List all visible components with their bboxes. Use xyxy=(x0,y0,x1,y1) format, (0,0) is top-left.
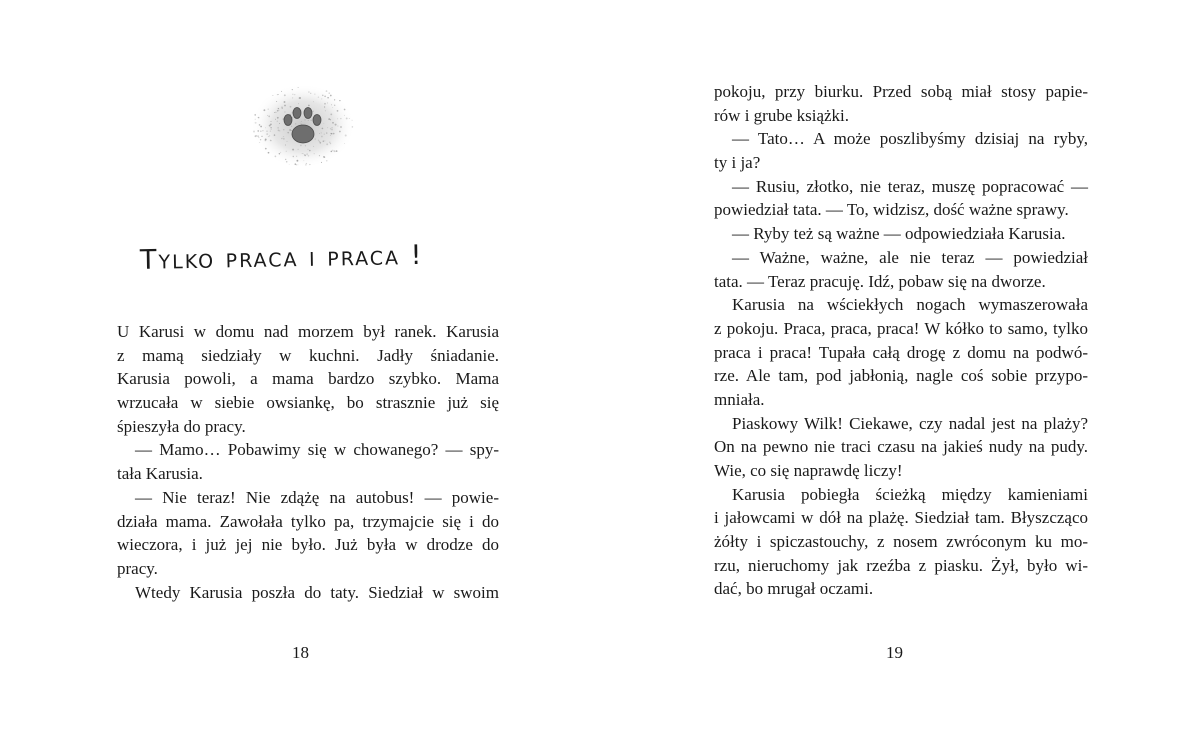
text-line: U Karusi w domu nad morzem był ranek. Karusia xyxy=(117,322,499,341)
text-line: dać, bo mrugał oczami. xyxy=(714,579,874,599)
text-line: działa mama. Zawołała tylko pa, trzymajcie się i do xyxy=(117,511,499,531)
page-number: 18 xyxy=(292,643,309,662)
chapter-title: Tylko praca i praca ! xyxy=(139,239,424,276)
text-line: On na pewno nie traci czasu na jakieś nudy na pudy. xyxy=(714,437,1088,457)
page-number: 19 xyxy=(886,643,903,662)
text-line: rów i grube książki. xyxy=(714,105,850,125)
text-line: wrzucała w siebie owsiankę, bo strasznie już się xyxy=(117,393,499,413)
text-line: pokoju, przy biurku. Przed sobą miał stosy papie- xyxy=(714,82,1088,101)
paw-print-icon xyxy=(248,80,358,172)
text-line: Karusia pobiegła ścieżką między kamieniami xyxy=(732,484,1088,504)
text-line: rze. Ale tam, pod jabłonią, nagle coś sobie przypo- xyxy=(714,366,1088,386)
text-line: śpieszyła do pracy. xyxy=(117,416,246,436)
text-line: — Tato… A może poszlibyśmy dzisiaj na ryby, xyxy=(732,129,1088,149)
text-line: — Ryby też są ważne — odpowiedziała Karusia. xyxy=(732,224,1066,244)
right-page-text xyxy=(714,80,1088,601)
text-line: Piaskowy Wilk! Ciekawe, czy nadal jest na plaży? xyxy=(732,413,1088,433)
text-line: Karusia powoli, a mama bardzo szybko. Mama xyxy=(117,369,499,389)
text-line: ty i ja? xyxy=(714,153,761,173)
text-line: rzu, nieruchomy jak rzeźba z piasku. Żył, było wi- xyxy=(714,555,1088,575)
text-line: — Ważne, ważne, ale nie teraz — powiedział xyxy=(732,247,1088,267)
text-line: powiedział tata. — To, widzisz, dość ważne sprawy. xyxy=(714,200,1069,220)
text-line: — Nie teraz! Nie zdążę na autobus! — powie- xyxy=(135,487,499,507)
text-line: — Mamo… Pobawimy się w chowanego? — spy- xyxy=(135,440,499,460)
text-line: i jałowcami w dół na plażę. Siedział tam. Błyszcząco xyxy=(714,508,1088,528)
left-page-text xyxy=(117,320,499,604)
text-line: — Rusiu, złotko, nie teraz, muszę popracować — xyxy=(732,176,1088,196)
text-line: pracy. xyxy=(117,558,158,578)
text-line: wieczora, i już jej nie było. Już była w drodze do xyxy=(117,535,499,555)
text-line: tała Karusia. xyxy=(117,464,203,484)
text-line: z mamą siedziały w kuchni. Jadły śniadanie. xyxy=(117,345,499,365)
text-line: Wie, co się naprawdę liczy! xyxy=(714,461,903,480)
text-line: tata. — Teraz pracuję. Idź, pobaw się na dworze. xyxy=(714,271,1046,291)
text-line: Karusia na wściekłych nogach wymaszerowała xyxy=(732,295,1088,315)
text-line: praca i praca! Tupała całą drogę z domu na podwó- xyxy=(714,342,1088,362)
right-page xyxy=(600,0,1200,741)
text-line: Wtedy Karusia poszła do taty. Siedział w swoim xyxy=(135,582,499,602)
text-line: z pokoju. Praca, praca, praca! W kółko to samo, tylko xyxy=(714,318,1088,338)
text-line: żółty i spiczastouchy, z nosem zwróconym ku mo- xyxy=(714,532,1088,552)
text-line: mniała. xyxy=(714,389,765,409)
